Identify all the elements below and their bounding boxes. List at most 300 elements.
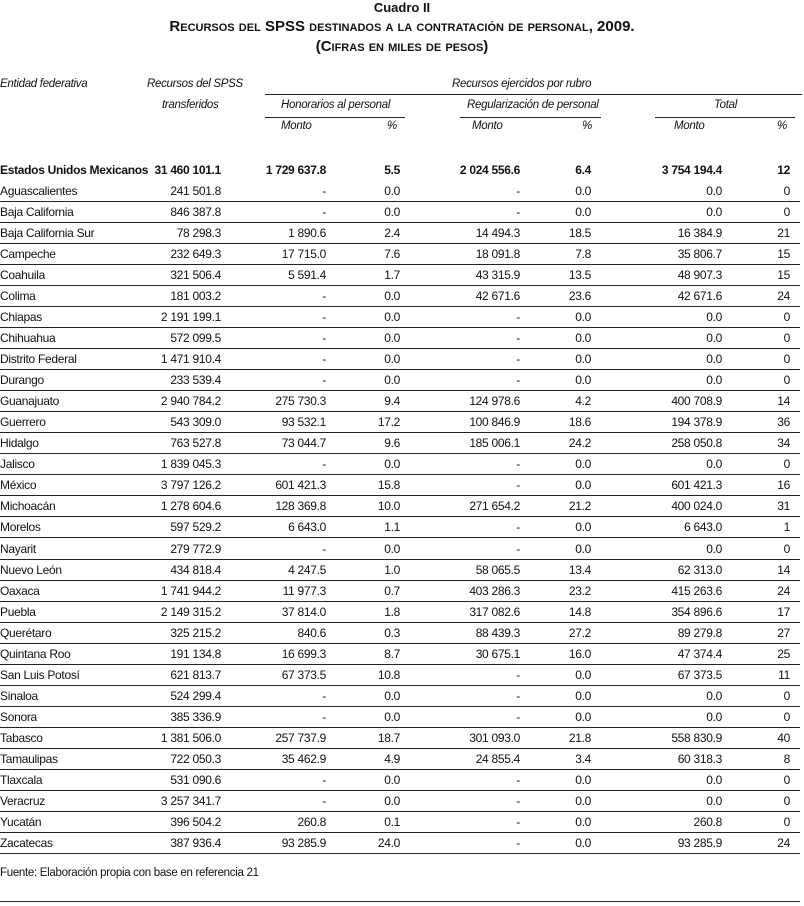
cell-reg-pct: 0.0 <box>575 184 591 198</box>
cell-hon-pct: 4.9 <box>384 751 400 766</box>
cell-spss: 385 336.9 <box>170 709 221 724</box>
cell-reg-monto: 42 671.6 <box>475 289 520 304</box>
table-label: Cuadro II <box>373 0 431 15</box>
header-hon-monto: Monto <box>281 120 312 132</box>
cell-tot-monto: 3 754 194.4 <box>661 162 722 177</box>
cell-hon-pct: 0.3 <box>384 625 400 640</box>
cell-reg-monto: 30 675.1 <box>475 646 520 661</box>
cell-entity: Sinaloa <box>0 688 38 703</box>
table-row <box>0 286 800 307</box>
cell-reg-monto: - <box>516 352 520 367</box>
cell-hon-pct: 2.4 <box>384 226 400 241</box>
table-row <box>0 749 800 770</box>
cell-spss: 279 772.9 <box>170 541 221 556</box>
cell-entity: Sonora <box>0 709 37 724</box>
cell-tot-monto: 0.0 <box>706 541 722 556</box>
cell-tot-pct: 24 <box>777 583 790 598</box>
cell-spss: 78 298.3 <box>176 226 221 241</box>
cell-hon-pct: 9.6 <box>384 436 400 451</box>
cell-hon-pct: 5.5 <box>384 162 400 177</box>
cell-tot-monto: 258 050.8 <box>671 436 722 451</box>
cell-spss: 3 797 126.2 <box>160 478 221 493</box>
cell-entity: Tamaulipas <box>0 751 58 766</box>
table-row <box>0 181 800 202</box>
table-row <box>0 412 800 433</box>
cell-hon-pct: 1.0 <box>384 562 400 577</box>
cell-tot-monto: 47 374.4 <box>677 646 722 661</box>
cell-hon-monto: 17 715.0 <box>281 247 326 262</box>
header-regularizacion: Regularización de personal <box>467 99 599 111</box>
cell-tot-monto: 93 285.9 <box>677 835 722 850</box>
cell-spss: 621 813.7 <box>170 667 221 682</box>
cell-entity: Jalisco <box>0 457 35 472</box>
cell-entity: Zacatecas <box>0 835 53 850</box>
cell-entity: Colima <box>0 289 36 304</box>
cell-entity: Tabasco <box>0 730 43 745</box>
cell-tot-monto: 0.0 <box>706 772 722 787</box>
cell-tot-pct: 12 <box>777 162 790 177</box>
cell-hon-pct: 0.0 <box>384 289 400 304</box>
cell-reg-pct: 0.0 <box>575 688 591 703</box>
cell-reg-pct: 0.0 <box>575 541 591 556</box>
cell-reg-monto: - <box>516 520 520 535</box>
cell-reg-pct: 24.2 <box>568 436 591 451</box>
cell-tot-pct: 0 <box>783 772 790 787</box>
cell-hon-pct: 9.4 <box>384 394 400 409</box>
cell-hon-pct: 0.7 <box>384 583 400 598</box>
cell-reg-pct: 23.2 <box>568 583 591 598</box>
cell-tot-pct: 14 <box>777 562 790 577</box>
cell-hon-pct: 0.0 <box>384 457 400 472</box>
cell-spss: 321 506.4 <box>170 268 221 283</box>
table-row <box>0 433 800 454</box>
cell-hon-monto: - <box>322 205 326 220</box>
cell-hon-monto: 260.8 <box>297 814 326 829</box>
cell-reg-pct: 0.0 <box>575 478 591 493</box>
cell-tot-monto: 558 830.9 <box>671 730 722 745</box>
cell-tot-pct: 17 <box>777 604 790 619</box>
header-spss-2: transferidos <box>162 99 219 111</box>
cell-tot-pct: 16 <box>777 478 790 493</box>
cell-hon-pct: 0.0 <box>384 373 400 388</box>
cell-reg-pct: 4.2 <box>575 394 591 409</box>
cell-reg-monto: 271 654.2 <box>469 499 520 514</box>
cell-tot-monto: 0.0 <box>706 352 722 367</box>
cell-entity: Quintana Roo <box>0 646 71 661</box>
cell-entity: Guanajuato <box>0 394 60 409</box>
header-hon-pct: % <box>387 120 397 132</box>
cell-reg-pct: 13.4 <box>568 562 591 577</box>
cell-tot-monto: 0.0 <box>706 688 722 703</box>
cell-tot-pct: 0 <box>783 352 790 367</box>
cell-entity: Nayarit <box>0 541 36 556</box>
cell-tot-monto: 89 279.8 <box>677 625 722 640</box>
cell-hon-pct: 0.1 <box>384 814 400 829</box>
cell-tot-monto: 400 708.9 <box>671 394 722 409</box>
cell-hon-monto: - <box>322 310 326 325</box>
cell-reg-pct: 7.8 <box>575 247 591 262</box>
divider <box>460 117 601 118</box>
cell-tot-pct: 15 <box>777 268 790 283</box>
cell-tot-monto: 0.0 <box>706 184 722 198</box>
cell-entity: Hidalgo <box>0 436 39 451</box>
cell-reg-pct: 0.0 <box>575 310 591 325</box>
table-row <box>0 560 800 581</box>
cell-tot-monto: 260.8 <box>693 814 722 829</box>
cell-tot-monto: 0.0 <box>706 373 722 388</box>
cell-hon-pct: 24.0 <box>377 835 400 850</box>
cell-reg-pct: 0.0 <box>575 793 591 808</box>
cell-tot-monto: 6 643.0 <box>684 520 722 535</box>
table-row <box>0 496 800 517</box>
cell-reg-pct: 23.6 <box>568 289 591 304</box>
cell-hon-monto: 93 285.9 <box>281 835 326 850</box>
cell-reg-monto: 24 855.4 <box>475 751 520 766</box>
cell-tot-pct: 0 <box>783 709 790 724</box>
cell-hon-pct: 0.0 <box>384 772 400 787</box>
cell-hon-monto: - <box>322 541 326 556</box>
cell-tot-pct: 0 <box>783 205 790 220</box>
cell-reg-monto: - <box>516 310 520 325</box>
cell-hon-pct: 1.1 <box>384 520 400 535</box>
table-row <box>0 454 800 475</box>
cell-hon-pct: 8.7 <box>384 646 400 661</box>
cell-tot-monto: 194 378.9 <box>671 415 722 430</box>
cell-hon-pct: 0.0 <box>384 205 400 220</box>
cell-reg-pct: 13.5 <box>568 268 591 283</box>
cell-reg-pct: 0.0 <box>575 457 591 472</box>
cell-reg-pct: 21.8 <box>568 730 591 745</box>
cell-entity: Chiapas <box>0 310 42 325</box>
table-row <box>0 602 800 623</box>
cell-reg-monto: 18 091.8 <box>475 247 520 262</box>
cell-spss: 1 839 045.3 <box>160 457 221 472</box>
table-row <box>0 791 800 812</box>
cell-tot-monto: 48 907.3 <box>677 268 722 283</box>
cell-tot-pct: 0 <box>783 373 790 388</box>
cell-reg-monto: 14 494.3 <box>475 226 520 241</box>
cell-reg-monto: - <box>516 814 520 829</box>
cell-tot-monto: 0.0 <box>706 310 722 325</box>
cell-tot-monto: 0.0 <box>706 793 722 808</box>
cell-entity: Distrito Federal <box>0 352 77 367</box>
cell-tot-pct: 24 <box>777 835 790 850</box>
header-honorarios: Honorarios al personal <box>281 99 391 111</box>
cell-tot-monto: 0.0 <box>706 709 722 724</box>
table-row <box>0 202 800 223</box>
cell-hon-monto: 601 421.3 <box>275 478 326 493</box>
cell-reg-monto: - <box>516 478 520 493</box>
cell-entity: México <box>0 478 37 493</box>
cell-hon-pct: 7.6 <box>384 247 400 262</box>
cell-tot-pct: 11 <box>778 667 790 682</box>
header-total: Total <box>714 99 738 111</box>
cell-reg-monto: - <box>516 835 520 850</box>
table-row <box>0 707 800 728</box>
cell-reg-pct: 0.0 <box>575 331 591 346</box>
cell-hon-pct: 0.0 <box>384 709 400 724</box>
cell-tot-monto: 415 263.6 <box>671 583 722 598</box>
cell-spss: 181 003.2 <box>170 289 221 304</box>
cell-hon-pct: 15.8 <box>377 478 400 493</box>
cell-reg-monto: 88 439.3 <box>475 625 520 640</box>
cell-reg-monto: 58 065.5 <box>475 562 520 577</box>
cell-reg-monto: 100 846.9 <box>469 415 520 430</box>
cell-hon-pct: 0.0 <box>384 541 400 556</box>
cell-hon-monto: - <box>322 289 326 304</box>
cell-entity: Veracruz <box>0 793 45 808</box>
cell-spss: 2 149 315.2 <box>160 604 221 619</box>
cell-reg-monto: 124 978.6 <box>469 394 520 409</box>
cell-tot-monto: 62 313.0 <box>677 562 722 577</box>
cell-tot-pct: 0 <box>783 310 790 325</box>
header-tot-monto: Monto <box>674 120 705 132</box>
cell-reg-monto: 2 024 556.6 <box>459 162 520 177</box>
table-row <box>0 307 800 328</box>
cell-entity: Estados Unidos Mexicanos <box>0 162 149 177</box>
table-row <box>0 328 800 349</box>
cell-spss: 597 529.2 <box>170 520 221 535</box>
cell-entity: Aguascalientes <box>0 184 78 198</box>
cell-hon-monto: 1 890.6 <box>288 226 326 241</box>
cell-entity: Morelos <box>0 520 41 535</box>
table-row <box>0 770 800 791</box>
cell-reg-pct: 3.4 <box>575 751 591 766</box>
cell-spss: 325 215.2 <box>170 625 221 640</box>
cell-tot-monto: 0.0 <box>706 331 722 346</box>
cell-reg-monto: 43 315.9 <box>475 268 520 283</box>
cell-reg-pct: 6.4 <box>575 162 591 177</box>
cell-tot-pct: 0 <box>783 184 790 198</box>
cell-entity: Nuevo León <box>0 562 62 577</box>
cell-reg-pct: 0.0 <box>575 772 591 787</box>
cell-hon-monto: 6 643.0 <box>288 520 326 535</box>
header-entity: Entidad federativa <box>0 78 88 90</box>
header-reg-pct: % <box>582 120 592 132</box>
table-row <box>0 265 800 286</box>
cell-entity: Querétaro <box>0 625 52 640</box>
table-row <box>0 581 800 602</box>
table-row <box>0 665 800 686</box>
cell-reg-pct: 0.0 <box>575 205 591 220</box>
cell-reg-pct: 14.8 <box>568 604 591 619</box>
cell-hon-monto: 4 247.5 <box>288 562 326 577</box>
cell-reg-pct: 0.0 <box>575 373 591 388</box>
cell-tot-monto: 67 373.5 <box>677 667 722 682</box>
cell-tot-pct: 14 <box>777 394 790 409</box>
header-group: Recursos ejercidos por rubro <box>452 78 592 90</box>
cell-hon-monto: - <box>322 457 326 472</box>
cell-tot-pct: 36 <box>777 415 790 430</box>
cell-hon-monto: 73 044.7 <box>281 436 326 451</box>
cell-spss: 1 741 944.2 <box>160 583 221 598</box>
cell-entity: Yucatán <box>0 814 42 829</box>
cell-tot-pct: 31 <box>777 499 790 514</box>
cell-spss: 1 278 604.6 <box>160 499 221 514</box>
cell-tot-pct: 0 <box>783 688 790 703</box>
cell-hon-monto: 93 532.1 <box>281 415 326 430</box>
divider <box>265 117 405 118</box>
bottom-rule <box>0 901 800 902</box>
cell-hon-pct: 0.0 <box>384 793 400 808</box>
cell-reg-monto: - <box>516 373 520 388</box>
cell-entity: Durango <box>0 373 44 388</box>
header-spss-1: Recursos del SPSS <box>147 78 243 90</box>
cell-reg-monto: 317 082.6 <box>469 604 520 619</box>
cell-tot-monto: 35 806.7 <box>677 247 722 262</box>
cell-reg-monto: 403 286.3 <box>469 583 520 598</box>
cell-hon-pct: 0.0 <box>384 688 400 703</box>
cell-spss: 524 299.4 <box>170 688 221 703</box>
cell-spss: 241 501.8 <box>170 184 221 198</box>
divider <box>265 94 802 95</box>
cell-reg-pct: 0.0 <box>575 835 591 850</box>
cell-spss: 232 649.3 <box>170 247 221 262</box>
cell-entity: Tlaxcala <box>0 772 43 787</box>
table-title: Recursos del SPSS destinados a la contratación de personal, 2009. <box>169 18 635 35</box>
table-row <box>0 623 800 644</box>
cell-hon-monto: - <box>322 184 326 198</box>
cell-reg-pct: 0.0 <box>575 709 591 724</box>
cell-spss: 763 527.8 <box>170 436 221 451</box>
cell-hon-monto: 16 699.3 <box>281 646 326 661</box>
cell-hon-pct: 17.2 <box>377 415 400 430</box>
cell-reg-pct: 18.5 <box>568 226 591 241</box>
table-row <box>0 391 800 412</box>
cell-hon-pct: 1.7 <box>384 268 400 283</box>
cell-hon-monto: 1 729 637.8 <box>265 162 326 177</box>
cell-tot-pct: 34 <box>777 436 790 451</box>
total-row <box>0 159 800 180</box>
cell-tot-pct: 8 <box>783 751 790 766</box>
cell-reg-monto: - <box>516 205 520 220</box>
table-row <box>0 370 800 391</box>
cell-spss: 2 940 784.2 <box>160 394 221 409</box>
table-row <box>0 644 800 665</box>
cell-reg-pct: 0.0 <box>575 814 591 829</box>
cell-hon-monto: - <box>322 373 326 388</box>
cell-spss: 846 387.8 <box>170 205 221 220</box>
cell-reg-monto: - <box>516 688 520 703</box>
cell-tot-pct: 0 <box>783 331 790 346</box>
cell-spss: 572 099.5 <box>170 331 221 346</box>
cell-reg-monto: - <box>516 667 520 682</box>
cell-reg-pct: 21.2 <box>568 499 591 514</box>
cell-hon-pct: 10.0 <box>377 499 400 514</box>
table-row <box>0 833 800 854</box>
cell-spss: 531 090.6 <box>170 772 221 787</box>
cell-tot-pct: 0 <box>783 793 790 808</box>
cell-hon-monto: 840.6 <box>297 625 326 640</box>
cell-entity: Oaxaca <box>0 583 40 598</box>
cell-hon-pct: 0.0 <box>384 331 400 346</box>
cell-reg-monto: 185 006.1 <box>469 436 520 451</box>
cell-spss: 387 936.4 <box>170 835 221 850</box>
cell-hon-monto: 37 814.0 <box>281 604 326 619</box>
cell-hon-monto: - <box>322 352 326 367</box>
cell-reg-pct: 18.6 <box>568 415 591 430</box>
cell-tot-monto: 601 421.3 <box>671 478 722 493</box>
cell-tot-pct: 25 <box>777 646 790 661</box>
cell-entity: Michoacán <box>0 499 56 514</box>
cell-tot-monto: 16 384.9 <box>677 226 722 241</box>
cell-reg-monto: - <box>516 541 520 556</box>
cell-hon-monto: - <box>322 688 326 703</box>
cell-spss: 233 539.4 <box>170 373 221 388</box>
cell-tot-pct: 15 <box>777 247 790 262</box>
cell-tot-pct: 0 <box>783 541 790 556</box>
header-tot-pct: % <box>777 120 787 132</box>
cell-tot-monto: 0.0 <box>706 457 722 472</box>
cell-spss: 3 257 341.7 <box>160 793 221 808</box>
table-subtitle: (Cifras en miles de pesos) <box>315 38 489 55</box>
cell-entity: Baja California <box>0 205 74 220</box>
cell-tot-pct: 27 <box>777 625 790 640</box>
cell-spss: 31 460 101.1 <box>154 162 221 177</box>
cell-spss: 2 191 199.1 <box>160 310 221 325</box>
cell-entity: Baja California Sur <box>0 226 95 241</box>
cell-entity: Chihuahua <box>0 331 56 346</box>
divider <box>655 117 795 118</box>
cell-spss: 434 818.4 <box>170 562 221 577</box>
cell-entity: Guerrero <box>0 415 46 430</box>
cell-tot-monto: 42 671.6 <box>677 289 722 304</box>
cell-entity: San Luis Potosí <box>0 667 80 682</box>
cell-hon-monto: 11 977.3 <box>282 583 326 598</box>
cell-tot-pct: 0 <box>783 457 790 472</box>
cell-reg-monto: 301 093.0 <box>469 730 520 745</box>
cell-reg-pct: 27.2 <box>568 625 591 640</box>
cell-reg-monto: - <box>516 331 520 346</box>
cell-hon-monto: 5 591.4 <box>288 268 326 283</box>
cell-reg-pct: 0.0 <box>575 352 591 367</box>
cell-hon-pct: 0.0 <box>384 310 400 325</box>
cell-tot-monto: 60 318.3 <box>677 751 722 766</box>
source-note: Fuente: Elaboración propia con base en referencia 21 <box>0 867 259 879</box>
cell-reg-pct: 0.0 <box>575 667 591 682</box>
cell-hon-monto: 257 737.9 <box>275 730 326 745</box>
cell-spss: 1 381 506.0 <box>160 730 221 745</box>
cell-spss: 543 309.0 <box>170 415 221 430</box>
cell-spss: 396 504.2 <box>170 814 221 829</box>
cell-tot-pct: 21 <box>777 226 790 241</box>
table-row <box>0 349 800 370</box>
cell-tot-pct: 24 <box>777 289 790 304</box>
table-row <box>0 686 800 707</box>
cell-reg-pct: 16.0 <box>568 646 591 661</box>
cell-entity: Puebla <box>0 604 36 619</box>
cell-entity: Coahuila <box>0 268 45 283</box>
cell-tot-monto: 400 024.0 <box>671 499 722 514</box>
cell-reg-monto: - <box>516 184 520 198</box>
cell-hon-monto: 275 730.3 <box>275 394 326 409</box>
cell-spss: 722 050.3 <box>170 751 221 766</box>
table-row <box>0 539 800 560</box>
cell-tot-monto: 0.0 <box>706 205 722 220</box>
header-reg-monto: Monto <box>472 120 503 132</box>
cell-hon-pct: 1.8 <box>384 604 400 619</box>
cell-hon-monto: - <box>322 709 326 724</box>
cell-reg-monto: - <box>516 709 520 724</box>
table-row <box>0 812 800 833</box>
cell-tot-pct: 1 <box>783 520 790 535</box>
table-row <box>0 475 800 496</box>
cell-hon-monto: - <box>322 772 326 787</box>
cell-hon-pct: 10.8 <box>377 667 400 682</box>
table-row <box>0 244 800 265</box>
cell-tot-monto: 354 896.6 <box>671 604 722 619</box>
cell-hon-pct: 0.0 <box>384 352 400 367</box>
